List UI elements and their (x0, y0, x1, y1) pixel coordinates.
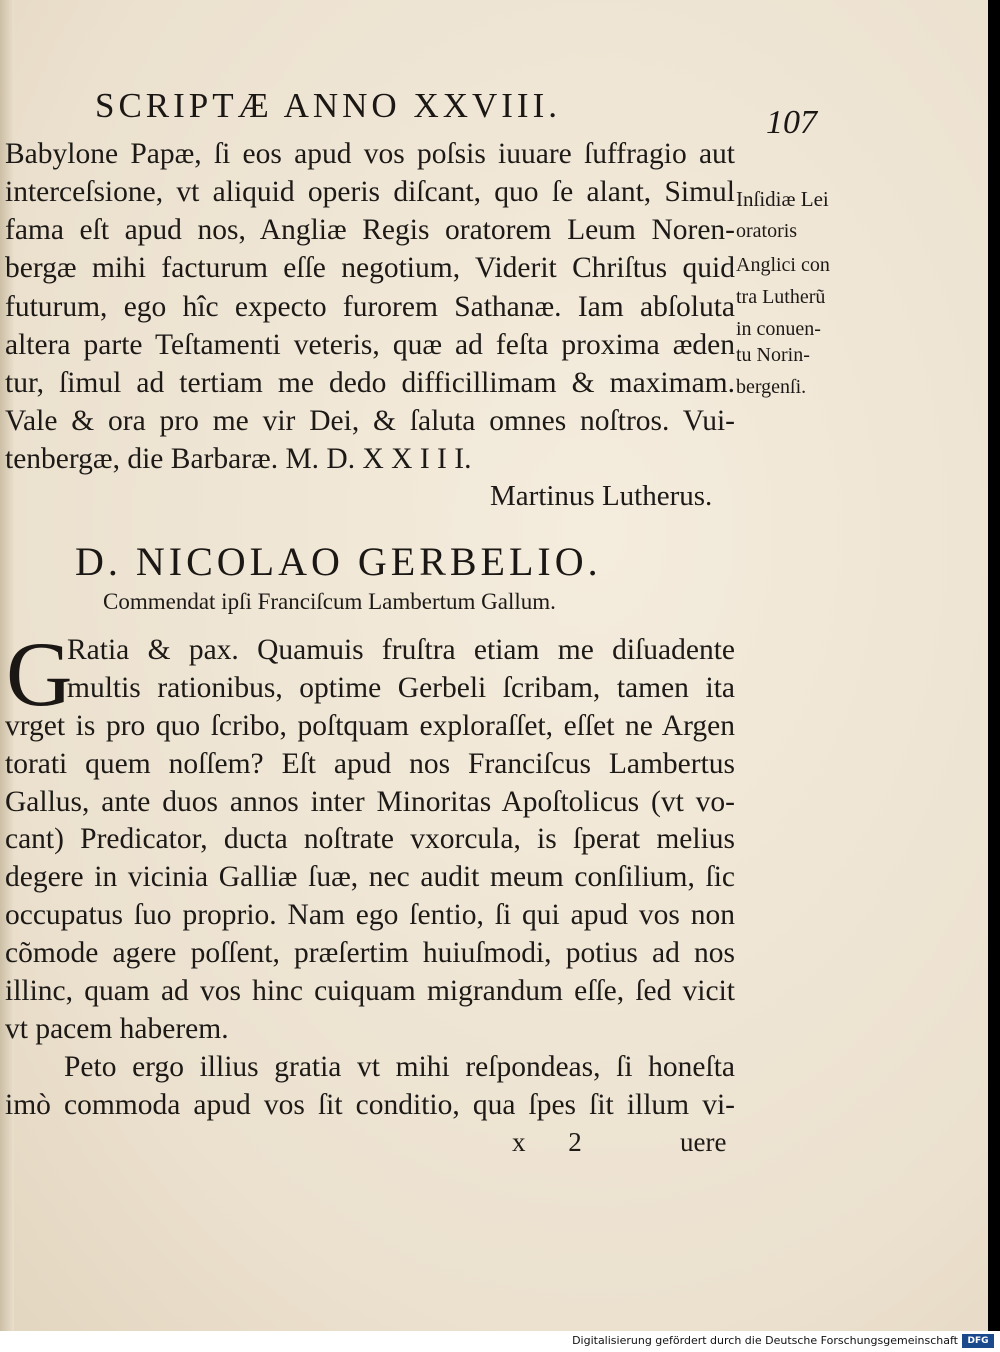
running-head: SCRIPTÆ ANNO XXVIII. (95, 86, 561, 125)
letter-heading: D. NICOLAO GERBELIO. (75, 539, 602, 584)
text-line: fama eſt apud nos, Angliæ Regis oratorem Leum Noren- (5, 214, 735, 246)
text-line: imò commoda apud vos ſit conditio, qua ſpes ſit illum vi- (5, 1089, 735, 1121)
drop-initial: G (6, 623, 73, 725)
text-line: Vale & ora pro me vir Dei, & ſaluta omnes noſtros. Vui- (5, 405, 735, 437)
text-line: vrget is pro quo ſcribo, poſtquam exploraſſet, eſſet ne Argen (5, 710, 735, 742)
text-line: interceſsione, vt aliquid operis diſcant, quo ſe alant, Simul (5, 176, 735, 208)
margin-note-line: bergenſi. (736, 376, 807, 398)
text-line: cant) Predicator, ducta noſtrate vxorcula, is ſperat melius (5, 823, 735, 855)
text-line: Gallus, ante duos annos inter Minoritas Apoſtolicus (vt vo- (5, 786, 735, 818)
margin-note-line: tra Lutherũ (736, 286, 826, 308)
margin-note-line: oratoris (736, 220, 798, 242)
text-line: multis rationibus, optime Gerbeli ſcribam, tamen ita (67, 672, 735, 704)
footer-bar (0, 1331, 1000, 1352)
letter-summary: Commendat ipſi Franciſcum Lambertum Gallum. (103, 589, 556, 614)
page-number: 107 (766, 104, 817, 141)
margin-note-line: tu Norin- (736, 344, 810, 366)
signature-mark: x 2 (512, 1127, 600, 1157)
text-line: Ratia & pax. Quamuis fruſtra etiam me diſuadente (67, 634, 735, 666)
signature: Martinus Lutherus. (490, 480, 713, 512)
margin-note-line: Anglici con (736, 254, 830, 276)
text-line: tenbergæ, die Barbaræ. M. D. X X I I I. (5, 443, 472, 475)
margin-note-line: in conuen- (736, 318, 821, 340)
catchword: uere (680, 1127, 727, 1157)
text-line: vt pacem haberem. (5, 1013, 229, 1045)
margin-note-line: Inſidiæ Lei (736, 187, 829, 211)
funding-notice: Digitalisierung gefördert durch die Deutsche Forschungsgemeinschaft (572, 1334, 958, 1347)
text-line: Babylone Papæ, ſi eos apud vos poſsis iuuare ſuffragio aut (5, 138, 735, 170)
text-line: futurum, ego hîc expecto furorem Sathanæ. Iam abſoluta (5, 291, 735, 323)
dfg-logo: DFG (962, 1334, 994, 1348)
text-line: degere in vicinia Galliæ ſuæ, nec audit meum conſilium, ſic (5, 861, 735, 893)
text-line: occupatus ſuo proprio. Nam ego ſentio, ſi qui apud vos non (5, 899, 735, 931)
text-line: Peto ergo illius gratia vt mihi reſpondeas, ſi honeſta (64, 1051, 735, 1083)
text-line: altera parte Teſtamenti veteris, quæ ad feſta proxima æden (5, 329, 735, 361)
text-line: tur, ſimul ad tertiam me dedo difficillimam & maximam. (5, 367, 735, 399)
text-line: illinc, quam ad vos hinc cuiquam migrandum eſſe, ſed vicit (5, 975, 735, 1007)
text-line: bergæ mihi facturum eſſe negotium, Viderit Chriſtus quid (5, 252, 735, 284)
text-line: torati quem noſſem? Eſt apud nos Franciſcus Lambertus (5, 748, 735, 780)
text-line: cõmode agere poſſent, præſertim huiuſmodi, potius ad nos (5, 937, 735, 969)
